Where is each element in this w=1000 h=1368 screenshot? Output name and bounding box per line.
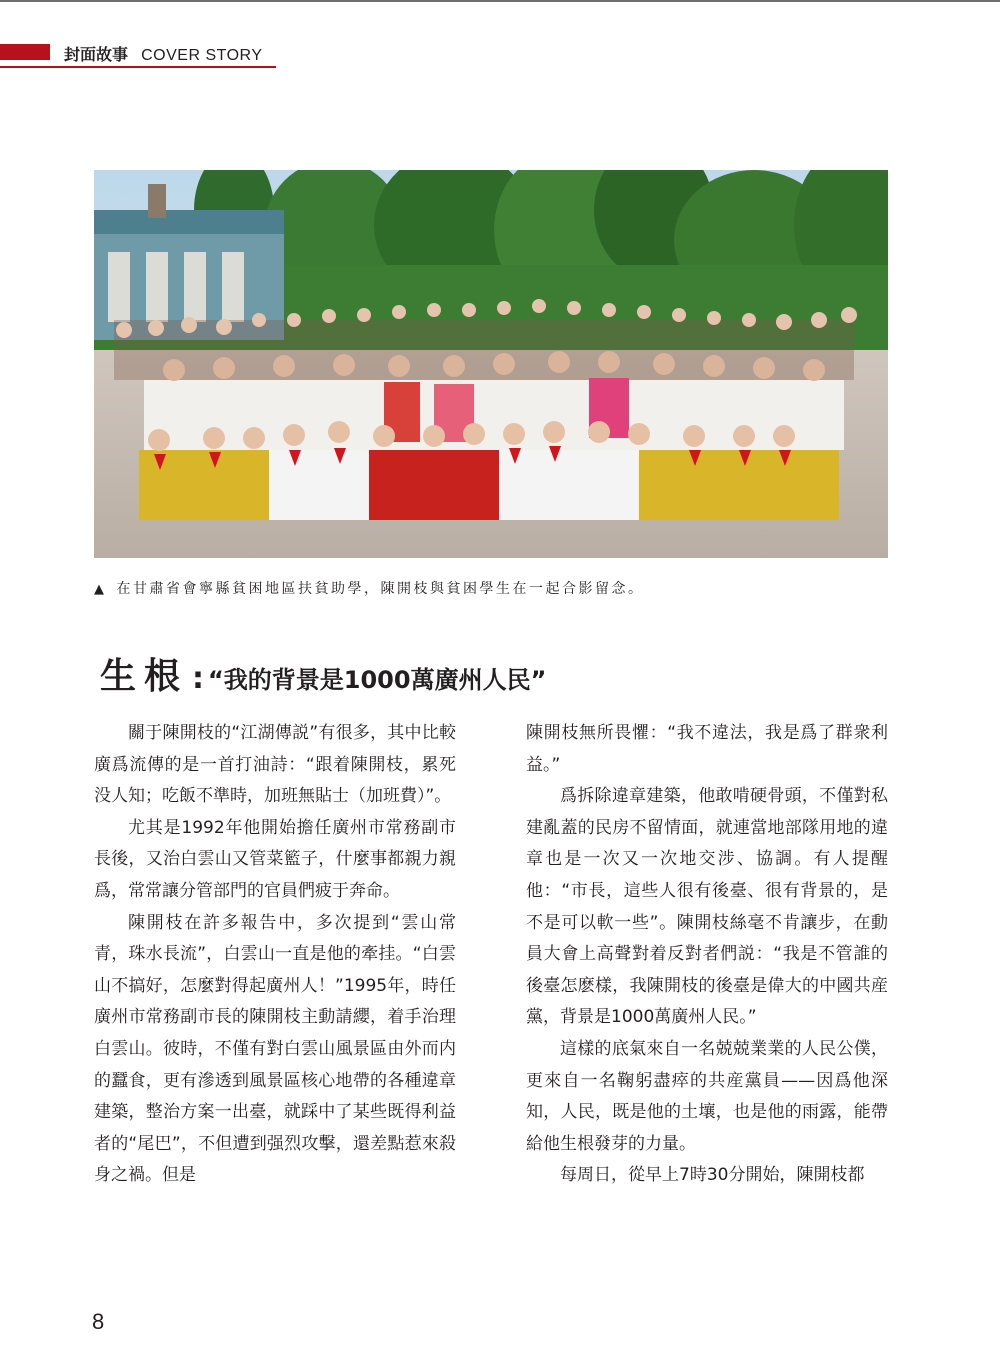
triangle-marker-icon: ▲ — [94, 582, 107, 597]
top-rule — [0, 0, 1000, 2]
paragraph: 陳開枝在許多報告中，多次提到“雲山常青，珠水長流”，白雲山一直是他的牽挂。“白雲山不搞好，怎麼對得起廣州人！”1995年，時任廣州市常務副市長的陳開枝主動請纓，着手治理白雲山。彼時，不僅有對白雲山風景區由外而内的蠶食，更有滲透到風景區核心地帶的各種違章建築，整治方案一出臺，就踩中了某些既得利益者的“尾巴”，不但遭到强烈攻擊，還差點惹來殺身之禍。但是 — [94, 912, 456, 1186]
paragraph: 尤其是1992年他開始擔任廣州市常務副市長後，又治白雲山又管菜籃子，什麼事都親力親爲，常常讓分管部門的官員們疲于奔命。 — [94, 817, 456, 901]
caption-text: 在甘肅省會寧縣貧困地區扶貧助學，陳開枝與貧困學生在一起合影留念。 — [116, 581, 645, 597]
page-number: 8 — [92, 1309, 105, 1334]
heading-colon: : — [192, 661, 205, 696]
paragraph: 爲拆除違章建築，他敢啃硬骨頭，不僅對私建亂蓋的民房不留情面，就連當地部隊用地的違章也是一次又一次地交涉、協調。有人提醒他：“市長，這些人很有後臺、很有背景的，是不是可以軟一些”。陳開枝絲毫不肯讓步，在動員大會上高聲對着反對者們説：“我是不管誰的後臺怎麽樣，我陳開枝的後臺是偉大的中國共産黨，背景是1000萬廣州人民。” — [526, 786, 888, 1028]
paragraph: 每周日，從早上7時30分開始，陳開枝都 — [560, 1165, 865, 1186]
heading-title: “我的背景是1000萬廣州人民” — [208, 666, 547, 694]
photo-caption — [94, 578, 645, 598]
section-underline — [0, 66, 276, 68]
paragraph: 陳開枝無所畏懼：“我不違法，我是爲了群衆利益。” — [526, 723, 888, 775]
section-heading — [100, 648, 546, 699]
section-marker-bar — [0, 44, 50, 60]
section-header — [64, 42, 263, 65]
paragraph: 關于陳開枝的“江湖傳説”有很多，其中比較廣爲流傳的是一首打油詩：“跟着陳開枝，累死没人知；吃飯不準時，加班無貼士（加班費）”。 — [94, 723, 456, 807]
group-photo — [94, 170, 888, 558]
heading-calligraphy: 生根 — [100, 655, 189, 697]
paragraph: 這樣的底氣來自一名兢兢業業的人民公僕，更來自一名鞠躬盡瘁的共産黨員——因爲他深知，人民，既是他的土壤，也是他的雨露，能帶給他生根發芽的力量。 — [526, 1038, 888, 1154]
section-title-en: COVER STORY — [141, 47, 263, 64]
body-column-right — [526, 718, 888, 1192]
body-column-left — [94, 718, 456, 1192]
section-title-cn: 封面故事 — [64, 45, 129, 64]
